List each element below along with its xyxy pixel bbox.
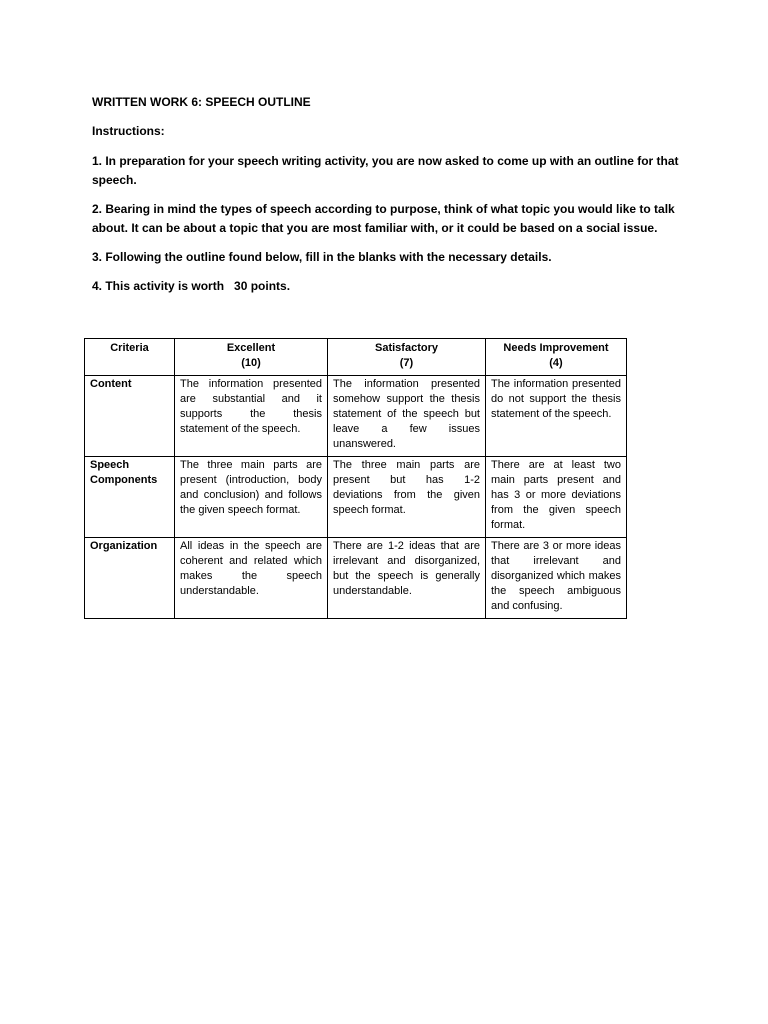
speech-components-needs-improvement: There are at least two main parts present and has 3 or more deviations from the given speech format. <box>486 457 627 538</box>
instructions-label: Instructions: <box>92 124 165 138</box>
header-criteria <box>85 339 175 376</box>
rubric-row-speech-components <box>85 457 627 538</box>
rubric-row-content <box>85 376 627 457</box>
speech-components-excellent: The three main parts are present (introduction, body and conclusion) and follows the given speech format. <box>175 457 328 538</box>
content-satisfactory: The information presented somehow support the thesis statement of the speech but leave a few issues unanswered. <box>328 376 486 457</box>
rubric-table <box>84 338 627 619</box>
document-title: WRITTEN WORK 6: SPEECH OUTLINE <box>92 95 311 109</box>
organization-needs-improvement: There are 3 or more ideas that irrelevant and disorganized which makes the speech ambiguous and confusing. <box>486 538 627 619</box>
instruction-3: 3. Following the outline found below, fill in the blanks with the necessary details. <box>92 250 552 264</box>
content-needs-improvement: The information presented do not support the thesis statement of the speech. <box>486 376 627 457</box>
content-excellent: The information presented are substantial and it supports the thesis statement of the speech. <box>175 376 328 457</box>
criterion-organization: Organization <box>85 538 175 619</box>
instruction-2: 2. Bearing in mind the types of speech according to purpose, think of what topic you would like to talk about. It can be about a topic that you are most familiar with, or it could be based on a social issue. <box>92 202 675 235</box>
header-needs-improvement <box>486 339 627 376</box>
rubric-row-organization <box>85 538 627 619</box>
header-excellent-points: (10) <box>241 357 261 369</box>
organization-excellent: All ideas in the speech are coherent and related which makes the speech understandable. <box>175 538 328 619</box>
header-needs-improvement-label: Needs Improvement <box>503 342 609 354</box>
header-satisfactory-label: Satisfactory <box>375 342 438 354</box>
instruction-4: 4. This activity is worth 30 points. <box>92 279 291 293</box>
header-excellent-label: Excellent <box>226 342 276 354</box>
criterion-speech-components: Speech Components <box>85 457 175 538</box>
header-satisfactory <box>328 339 486 376</box>
header-satisfactory-points: (7) <box>399 357 414 369</box>
header-excellent <box>175 339 328 376</box>
rubric-header-row <box>85 339 627 376</box>
speech-components-satisfactory: The three main parts are present but has 1-2 deviations from the given speech format. <box>328 457 486 538</box>
organization-satisfactory: There are 1-2 ideas that are irrelevant and disorganized, but the speech is generally understandable. <box>328 538 486 619</box>
instruction-1: 1. In preparation for your speech writing activity, you are now asked to come up with an outline for that speech. <box>92 154 679 187</box>
header-needs-improvement-points: (4) <box>549 357 563 369</box>
criterion-content: Content <box>85 376 175 457</box>
header-criteria-label: Criteria <box>110 342 149 354</box>
